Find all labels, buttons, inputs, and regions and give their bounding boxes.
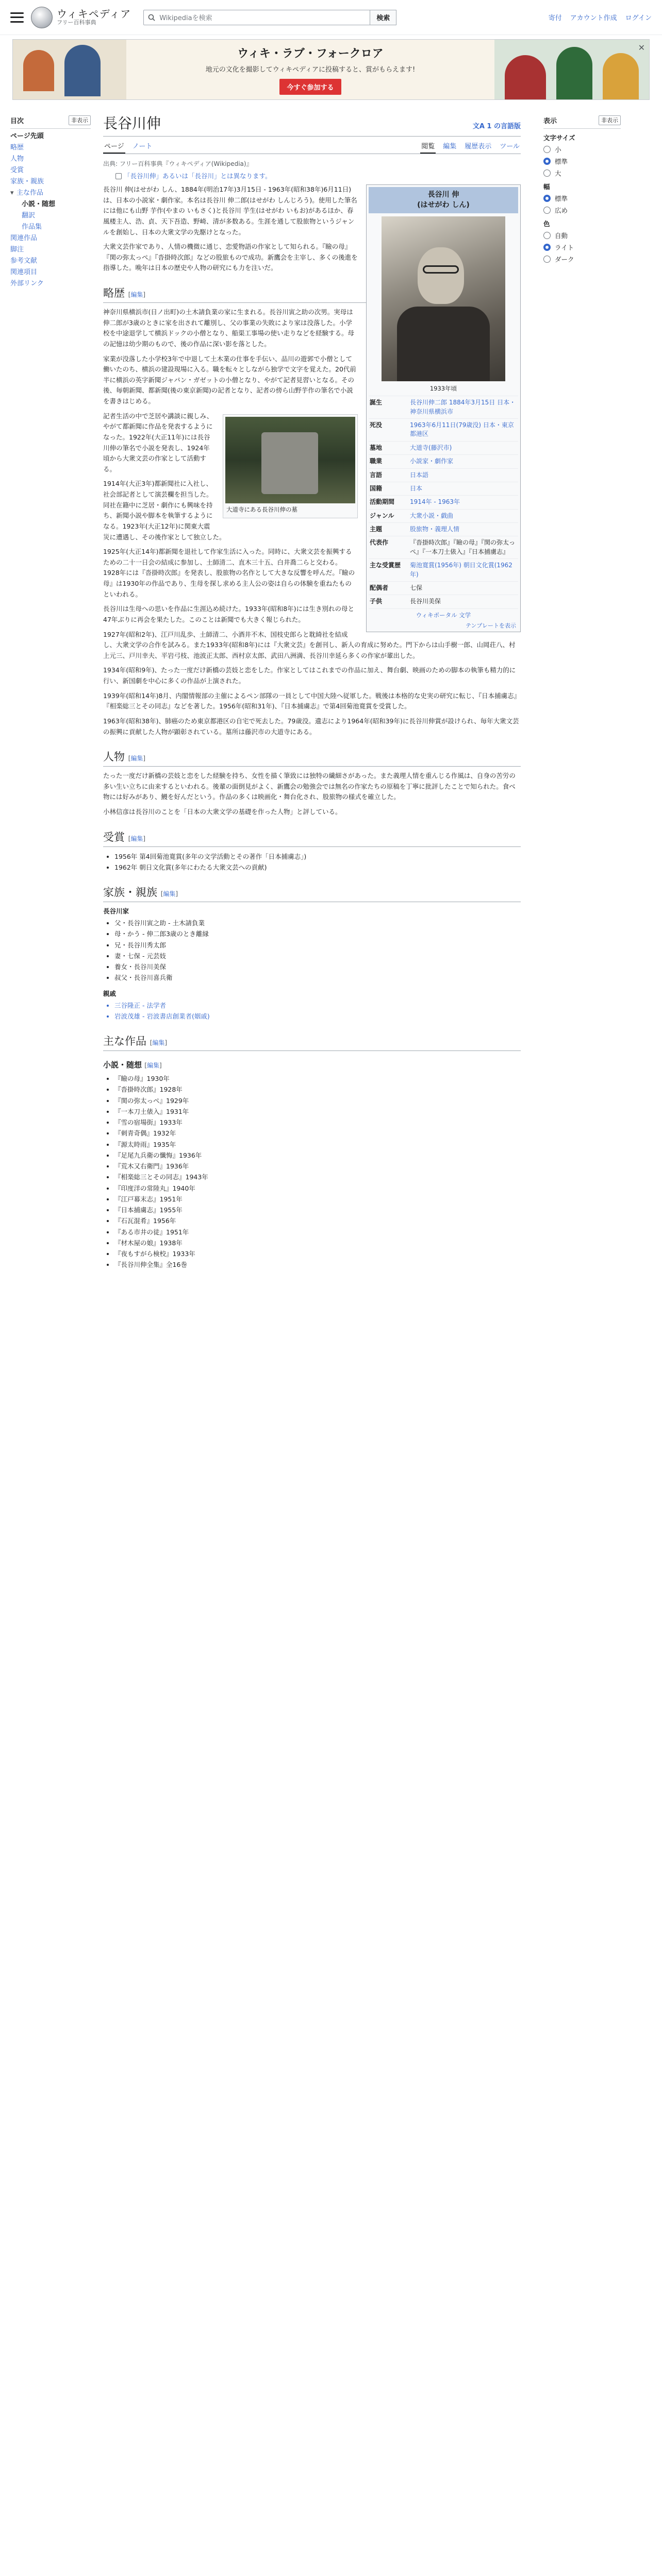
hatnote <box>103 171 521 180</box>
infobox-key: 代表作 <box>370 539 389 547</box>
radio-dot <box>543 244 551 251</box>
list-item: • 『刺青奇偶』1932年 <box>114 1128 521 1139</box>
career-paragraph: 神奈川県横浜市(日ノ出町)の土木請負業の家に生まれる。長谷川寅之助の次男。実母は伸二郎が3歳のときに家を出されて離別し、父の事業の失敗により家は没落した。小学校を中途退学して横浜ドックの小僧となり、船渠工事場の使い走りなどを経験する。母の記憶は幼少期のもので、後の作品に深い影を落とした。 <box>103 308 355 348</box>
career-paragraph: 1927年(昭和2年)、江戸川乱歩、土師清二、小酒井不木、国枝史郎らと耽綺社を結成し、大衆文学の合作を試みる。また1933年(昭和8年)には『大衆文芸』を創刊し、新人の育成に努めた。門下からは山手樹一郎、山岡荘八、村上元三、戸川幸夫、平岩弓枝、池波正太郎、西村京太郎、武田八洲満、長谷川幸延ら多くの作家が輩出した。 <box>103 630 516 659</box>
infobox-kana: (はせがわ しん) <box>417 200 470 209</box>
infobox-row <box>369 581 518 595</box>
person-paragraph: 小林信彦は長谷川のことを「日本の大衆文学の基礎を作った人物」と評している。 <box>103 808 342 816</box>
infobox-key: 死没 <box>370 421 383 429</box>
donate-link[interactable]: 寄付 <box>548 14 562 22</box>
logo-subtitle: フリー百科事典 <box>57 19 96 26</box>
infobox-row <box>369 495 518 509</box>
edit-link[interactable]: 編集 <box>130 755 143 762</box>
list-item: • 『石瓦混肴』1956年 <box>114 1215 521 1226</box>
relatives-caption: 親戚 <box>103 989 117 997</box>
radio-label: ダーク <box>555 256 574 263</box>
section-title: 受賞 <box>103 831 125 843</box>
list-item: • 『印度洋の常陸丸』1940年 <box>114 1183 521 1194</box>
radio-size-small[interactable] <box>543 145 621 154</box>
person-paragraph: たった一度だけ新橋の芸妓と恋をした経験を持ち、女性を描く筆致には独特の繊細さがあった。また義理人情を重んじる作風は、自身の苦労の多い生い立ちに由来するといわれる。後輩の面倒見がよく、新鷹会の勉強会では無名の作家たちの原稿を丁寧に批評したことで知られた。食べ物には好みがあり、鰻を好んだという。作品の多くは映画化・舞台化され、股旅物の様式を確立した。 <box>103 772 516 801</box>
infobox-row <box>369 536 518 558</box>
infobox-value[interactable]: 股旅物・義理人情 <box>410 526 460 533</box>
toc-item-works[interactable] <box>10 188 91 199</box>
infobox-row <box>369 454 518 468</box>
infobox-name: 長谷川 伸 <box>427 191 459 199</box>
list-item: • 母・かう - 伸二郎3歳のとき離縁 <box>114 928 521 939</box>
page-title-bar <box>103 112 521 137</box>
radio-size-large[interactable] <box>543 168 621 178</box>
list-item: • 『一本刀土俵入』1931年 <box>114 1106 521 1117</box>
from-line: 出典: フリー百科事典『ウィキペディア(Wikipedia)』 <box>103 160 253 167</box>
radio-dot <box>543 158 551 165</box>
infobox-key: ジャンル <box>370 512 394 519</box>
career-paragraph: 1963年(昭和38年)、肺癌のため東京都港区の自宅で死去した。79歳没。遺志により1964年(昭和39年)に長谷川伸賞が設けられ、毎年大衆文芸の振興に貢献した人物が顕彰されている。墓所は藤沢市の大道寺にある。 <box>103 717 519 736</box>
appearance-hide-button[interactable]: 非表示 <box>599 115 621 125</box>
list-item: • 1956年 第4回菊池寛賞(多年の文学活動とその著作「日本捕虜志」) <box>114 851 521 862</box>
family-caption: 長谷川家 <box>103 907 129 916</box>
appearance-header: 表示 <box>543 117 557 125</box>
infobox-value[interactable]: 1963年6月11日(79歳没) 日本・東京都港区 <box>410 421 514 438</box>
banner-join-button[interactable]: 今すぐ参加する <box>279 79 341 95</box>
radio-dot <box>543 146 551 153</box>
infobox-value[interactable]: 大衆小説・戯曲 <box>410 512 454 519</box>
radio-label: 小 <box>555 146 561 154</box>
infobox-row <box>369 595 518 608</box>
edit-link[interactable]: 編集 <box>130 291 143 298</box>
awards-list <box>103 851 521 873</box>
list-item: • 『関の弥太っぺ』1929年 <box>114 1095 521 1106</box>
search-form <box>143 10 396 25</box>
radio-size-standard[interactable] <box>543 157 621 166</box>
infobox-key: 職業 <box>370 457 383 465</box>
list-item: • 『夜もすがら検校』1933年 <box>114 1248 521 1259</box>
toc-item-essays[interactable]: 小説・随想 <box>22 200 56 208</box>
career-paragraph: 1939年(昭和14年)8月、内閣情報部の主催によるペン部隊の一員として中国大陸へ従軍した。戦後は本格的な史実の研究に転じ、『日本捕虜志』『相楽総三とその同志』などを著した。1956年(昭和31年)、『日本捕虜志』で第4回菊池寛賞を受賞した。 <box>103 691 521 710</box>
radio-dot <box>543 232 551 239</box>
radio-color-auto[interactable] <box>543 231 621 240</box>
language-count: 1 の言語版 <box>487 123 521 130</box>
appearance-panel <box>533 112 621 1276</box>
tab-talk[interactable]: ノート <box>132 143 153 150</box>
infobox-key: 主題 <box>370 526 383 533</box>
radio-label: 自動 <box>555 232 568 240</box>
career-paragraph: 家業が没落した小学校3年で中退して土木業の仕事を手伝い、品川の遊郭で小僧として働いたのち、横浜の建設現場に入る。職を転々としながら独学で文字を覚えた。20代前半に横浜の英字新聞ジャパン・ガゼットの小僧となり、やがて記者見習いとなる。その後、毎朝新聞、都新聞(後の東京新聞)の記者となり、記者の傍ら山野芋作の筆名で小説を書きはじめる。 <box>103 354 356 405</box>
list-item: • 妻・七保 - 元芸妓 <box>114 951 521 961</box>
works-list <box>103 1073 521 1270</box>
infobox-value[interactable]: 日本語 <box>410 471 429 479</box>
radio-color-dark[interactable] <box>543 255 621 264</box>
chevron-down-icon[interactable]: ▾ <box>10 189 14 197</box>
site-logo[interactable] <box>31 7 131 28</box>
radio-dot <box>543 256 551 263</box>
toc-item-translations[interactable]: 翻訳 <box>22 212 36 219</box>
edit-link[interactable]: 編集 <box>130 835 143 842</box>
language-button[interactable]: 文A 1 の言語版 <box>472 123 521 130</box>
banner-photo-right <box>494 40 649 99</box>
infobox-row <box>369 482 518 495</box>
radio-width-wide[interactable] <box>543 206 621 215</box>
intro-paragraph: 長谷川 伸(はせがわ しん、1884年(明治17年)3月15日 - 1963年(昭和38年)6月11日)は、日本の小説家・劇作家。本名は長谷川 伸二郎(はせがわ しんじろう)。使用した筆名には他にも山野 芋作(やまの いもさく)と長谷川 芋生(はせがわ いもお)があるほか、春風楼主人、浩、貞、天下吾造、野崎、清が多数ある。生涯を通して股旅物というジャンルを創始し、日本の大衆文学の先駆けとなった。 <box>103 185 357 236</box>
infobox-key: 配偶者 <box>370 584 389 592</box>
radio-label: 標準 <box>555 158 568 165</box>
hatnote-text[interactable]: 「長谷川伸」あるいは「長谷川」とは異なります。 <box>124 172 272 180</box>
infobox-row <box>369 441 518 454</box>
grave-thumbnail[interactable] <box>223 414 358 518</box>
subsection-title: 小説・随想 <box>103 1060 142 1070</box>
radio-label: 標準 <box>555 195 568 202</box>
grave-photo <box>225 417 355 503</box>
toc-item-external-links[interactable]: 外部リンク <box>10 280 44 287</box>
list-item: • 『足尾九兵衛の懺悔』1936年 <box>114 1150 521 1161</box>
page-title: 長谷川伸 <box>103 115 161 132</box>
list-item: • 養女・長谷川美保 <box>114 961 521 972</box>
banner-subtitle: 地元の文化を撮影してウィキペディアに投稿すると、賞がもらえます! <box>205 65 416 74</box>
info-icon <box>115 173 122 179</box>
section-title: 人物 <box>103 751 125 764</box>
template-link[interactable]: テンプレートを表示 <box>465 622 516 629</box>
infobox-row <box>369 396 518 418</box>
section-title: 略歴 <box>103 287 125 299</box>
toc-item-related-works[interactable]: 関連作品 <box>10 234 38 242</box>
toc-header: 目次 <box>10 117 24 125</box>
toc-item-collections[interactable]: 作品集 <box>22 223 42 231</box>
search-input[interactable] <box>143 10 370 25</box>
toc-item-references[interactable]: 参考文献 <box>10 257 38 265</box>
page-tabs <box>103 140 521 154</box>
list-item[interactable]: • 三谷隆正 - 法学者 <box>114 1000 521 1011</box>
search-icon <box>148 14 155 21</box>
list-item: • 『江戸幕末志』1951年 <box>114 1194 521 1205</box>
list-item: • 『日本捕虜志』1955年 <box>114 1205 521 1215</box>
portal-link[interactable]: ウィキポータル 文学 <box>369 608 518 621</box>
search-placeholder: Wikipediaを検索 <box>159 14 212 22</box>
toc-item-works-label: 主な作品 <box>16 189 44 197</box>
toc-item-awards[interactable]: 受賞 <box>10 166 24 174</box>
user-links <box>549 12 652 22</box>
color-label: 色 <box>543 220 550 228</box>
radio-label: 広め <box>555 207 568 214</box>
width-label: 幅 <box>543 183 550 191</box>
infobox-value[interactable]: 小説家・劇作家 <box>410 457 454 465</box>
radio-dot <box>543 195 551 202</box>
list-item[interactable]: • 岩波茂雄 - 岩波書店創業者(姻戚) <box>114 1011 521 1022</box>
infobox-row <box>369 558 518 581</box>
section-title: 家族・親族 <box>103 886 157 899</box>
toc-item-notes[interactable]: 脚注 <box>10 246 24 253</box>
toc-item-family[interactable]: 家族・親族 <box>10 178 44 185</box>
list-item: • 『材木屋の娘』1938年 <box>114 1238 521 1248</box>
list-item: • 1962年 朝日文化賞(多年にわたる大衆文芸への貢献) <box>114 862 521 873</box>
relatives-list <box>103 1000 521 1022</box>
infobox-key: 主な受賞歴 <box>370 562 401 569</box>
infobox-value[interactable]: 菊池寛賞(1956年) 朝日文化賞(1962年) <box>410 562 512 578</box>
infobox-value[interactable]: 1914年 - 1963年 <box>410 498 460 506</box>
tab-tools[interactable]: ツール <box>500 143 520 150</box>
tab-history[interactable]: 履歴表示 <box>465 143 492 150</box>
infobox-value: 七保 <box>410 584 423 592</box>
site-header <box>0 0 662 35</box>
infobox-value: 『沓掛時次郎』『瞼の母』『関の弥太っぺ』『一本刀土俵入』『日本捕虜志』 <box>410 539 516 555</box>
list-item: • 兄・長谷川秀太郎 <box>114 940 521 951</box>
list-item: • 『沓掛時次郎』1928年 <box>114 1084 521 1095</box>
infobox-key: 子供 <box>370 598 383 605</box>
infobox-row <box>369 418 518 441</box>
search-button[interactable]: 検索 <box>370 10 396 25</box>
list-item: • 叔父・長谷川喜兵衛 <box>114 972 521 983</box>
list-item: • 『長谷川伸全集』全16巻 <box>114 1259 521 1270</box>
wikipedia-globe-icon <box>31 7 53 28</box>
section-title: 主な作品 <box>103 1035 146 1048</box>
list-item: • 『ある市井の徒』1951年 <box>114 1227 521 1238</box>
campaign-banner <box>12 39 650 100</box>
edit-link[interactable]: 編集 <box>146 1062 159 1070</box>
infobox-key: 国籍 <box>370 484 383 492</box>
infobox-key: 言語 <box>370 471 383 479</box>
infobox-row <box>369 509 518 522</box>
article-content <box>91 112 533 1276</box>
career-paragraph: 記者生活の中で芝居や講談に親しみ、やがて都新聞に作品を発表するようになった。1922年(大正11年)には長谷川伸の筆名で小説を発表し、1924年頃から大衆文芸の作家として活動する。 <box>103 412 213 473</box>
grave-caption: 大道寺にある長谷川伸の墓 <box>226 505 297 513</box>
banner-close-icon[interactable]: ✕ <box>638 43 645 53</box>
portrait-caption: 1933年頃 <box>429 385 457 393</box>
section-heading-family: 家族・親族 [編集] <box>103 884 521 902</box>
infobox-key: 活動期間 <box>370 498 395 506</box>
banner-photo-left <box>13 40 126 99</box>
career-paragraph: 1925年(大正14年)都新聞を退社して作家生活に入った。同時に、大衆文芸を振興するための二十一日会の結成に参加し、土師清二、直木三十五、白井喬二らと交わる。1928年には『沓掛時次郎』を発表し、股旅物の名作として大きな反響を呼んだ。『瞼の母』は1930年の作品であり、生母を探し求める主人公の姿は自らの体験を重ねたものといわれる。 <box>103 548 355 598</box>
radio-dot <box>543 170 551 177</box>
main-menu-icon[interactable] <box>10 12 24 23</box>
edit-link[interactable]: 編集 <box>163 890 176 898</box>
career-paragraph: 1934年(昭和9年)、たった一度だけ新橋の芸妓と恋をした。作家としてはこれまでの作品に加え、舞台劇、映画のための脚本の執筆も精力的に行い、新国劇を中心に多くの作品が上演された。 <box>103 666 516 685</box>
toc-item-person[interactable]: 人物 <box>10 155 24 163</box>
create-account-link[interactable]: アカウント作成 <box>570 14 617 22</box>
intro-paragraph: 大衆文芸作家であり、人情の機微に通じ、恋愛物語の作家として知られる。『瞼の母』『関の弥太っぺ』『沓掛時次郎』などの股旅もので成功。新鷹会を主宰し、多くの後進を指導した。晩年は日本の歴史や人物の研究にも力を注いだ。 <box>103 243 358 272</box>
list-item: • 『相楽総三とその同志』1943年 <box>114 1172 521 1182</box>
infobox-row <box>369 468 518 482</box>
radio-label: 大 <box>555 170 561 177</box>
infobox-key: 墓地 <box>370 444 383 451</box>
career-paragraph: 1914年(大正3年)都新聞社に入社し、社会部記者として演芸欄を担当した。同社在籍中に芝居・劇作にも興味を持ち、新聞小説や脚本を執筆するようになる。1923年(大正12年)に関東大震災に遭遇し、その後作家として独立した。 <box>103 480 226 541</box>
text-size-label: 文字サイズ <box>543 134 575 142</box>
portrait-image[interactable] <box>382 216 505 381</box>
career-paragraph: 長谷川は生母への思いを作品に生涯込め続けた。1933年(昭和8年)には生き別れの母と47年ぶりに再会を果たした。このことは新聞でも大きく報じられた。 <box>103 605 355 623</box>
list-item: • 父・長谷川寅之助 - 土木請負業 <box>114 918 521 928</box>
logo-title: ウィキペディア <box>57 8 131 21</box>
infobox-row <box>369 522 518 536</box>
subsection-heading-essays: 小説・随想 [編集] <box>103 1060 162 1070</box>
family-list <box>103 918 521 984</box>
list-item: • 『瞼の母』1930年 <box>114 1073 521 1084</box>
infobox-value: 長谷川美保 <box>410 598 441 605</box>
tab-page[interactable]: ページ <box>103 139 125 154</box>
login-link[interactable]: ログイン <box>625 14 652 22</box>
infobox-title <box>369 187 518 213</box>
infobox <box>366 184 521 632</box>
infobox-value[interactable]: 大道寺(藤沢市) <box>410 444 452 451</box>
radio-width-standard[interactable] <box>543 194 621 203</box>
tab-read[interactable]: 閲覧 <box>420 139 436 154</box>
tab-edit[interactable]: 編集 <box>443 143 457 150</box>
toc-item-career[interactable]: 略歴 <box>10 144 24 151</box>
infobox-value[interactable]: 日本 <box>410 484 423 492</box>
table-of-contents <box>0 112 91 1276</box>
section-heading-works: 主な作品 [編集] <box>103 1033 521 1051</box>
radio-color-light[interactable] <box>543 243 621 252</box>
toc-item-top[interactable]: ページ先頭 <box>10 132 44 140</box>
section-heading-awards: 受賞 [編集] <box>103 829 521 847</box>
section-heading-person: 人物 [編集] <box>103 749 521 767</box>
section-heading-career: 略歴 [編集] <box>103 285 521 303</box>
toc-item-related[interactable]: 関連項目 <box>10 268 38 276</box>
list-item: • 『荒木又右衛門』1936年 <box>114 1161 521 1172</box>
infobox-value[interactable]: 長谷川伸二郎 1884年3月15日 日本・神奈川県横浜市 <box>410 399 516 415</box>
infobox-key: 誕生 <box>370 399 383 406</box>
toc-hide-button[interactable]: 非表示 <box>69 115 91 125</box>
list-item: • 『雪の宿場街』1933年 <box>114 1117 521 1128</box>
edit-link[interactable]: 編集 <box>152 1039 165 1047</box>
radio-label: ライト <box>555 244 574 251</box>
banner-title: ウィキ・ラブ・フォークロア <box>237 47 384 60</box>
list-item: • 『源太時雨』1935年 <box>114 1139 521 1150</box>
radio-dot <box>543 207 551 214</box>
